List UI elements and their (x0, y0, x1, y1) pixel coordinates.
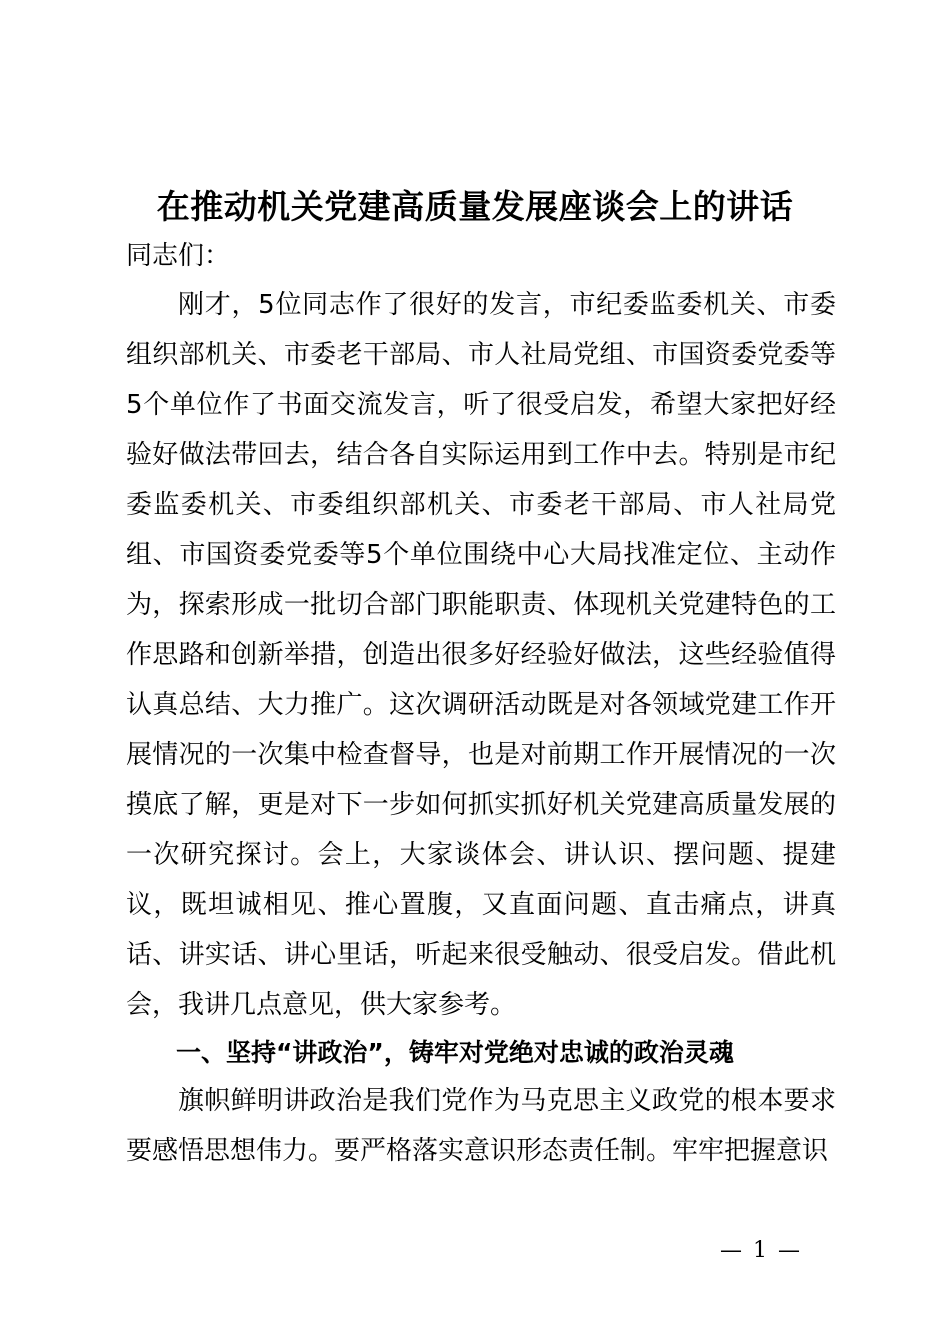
page-number: — 1 — (720, 1238, 802, 1263)
section-heading: 一、坚持“讲政治”，铸牢对党绝对忠诚的政治灵魂 (176, 1038, 734, 1067)
salutation: 同志们： (126, 241, 231, 271)
body-paragraph: 刚才，5位同志作了很好的发言，市纪委监委机关、市委组织部机关、市委老干部局、市人社局党组、市国资委党委等5个单位作了书面交流发言，听了很受启发，希望大家把好经验好做法带回去，结合各自实际运用到工作中去。特别是市纪委监委机关、市委组织部机关、市委老干部局、市人社局党组、市国资委党委等5个单位围绕中心大局找准定位、主动作为，探索形成一批切合部门职能职责、体现机关党建特色的工作思路和创新举措，创造出很多好经验好做法，这些经验值得认真总结、大力推广。这次调研活动既是对各领域党建工作开展情况的一次集中检查督导，也是对前期工作开展情况的一次摸底了解，更是对下一步如何抓实抓好机关党建高质量发展的一次研究探讨。会上，大家谈体会、讲认识、摆问题、提建议，既坦诚相见、推心置腹，又直面问题、直击痛点，讲真话、讲实话、讲心里话，听起来很受触动、很受启发。借此机会，我讲几点意见，供大家参考。 (126, 290, 836, 1020)
body-paragraph: 旗帜鲜明讲政治是我们党作为马克思主义政党的根本要求要感悟思想伟力。要严格落实意识形态责任制。牢牢把握意识 (126, 1086, 836, 1166)
document-title: 在推动机关党建高质量发展座谈会上的讲话 (156, 187, 794, 226)
